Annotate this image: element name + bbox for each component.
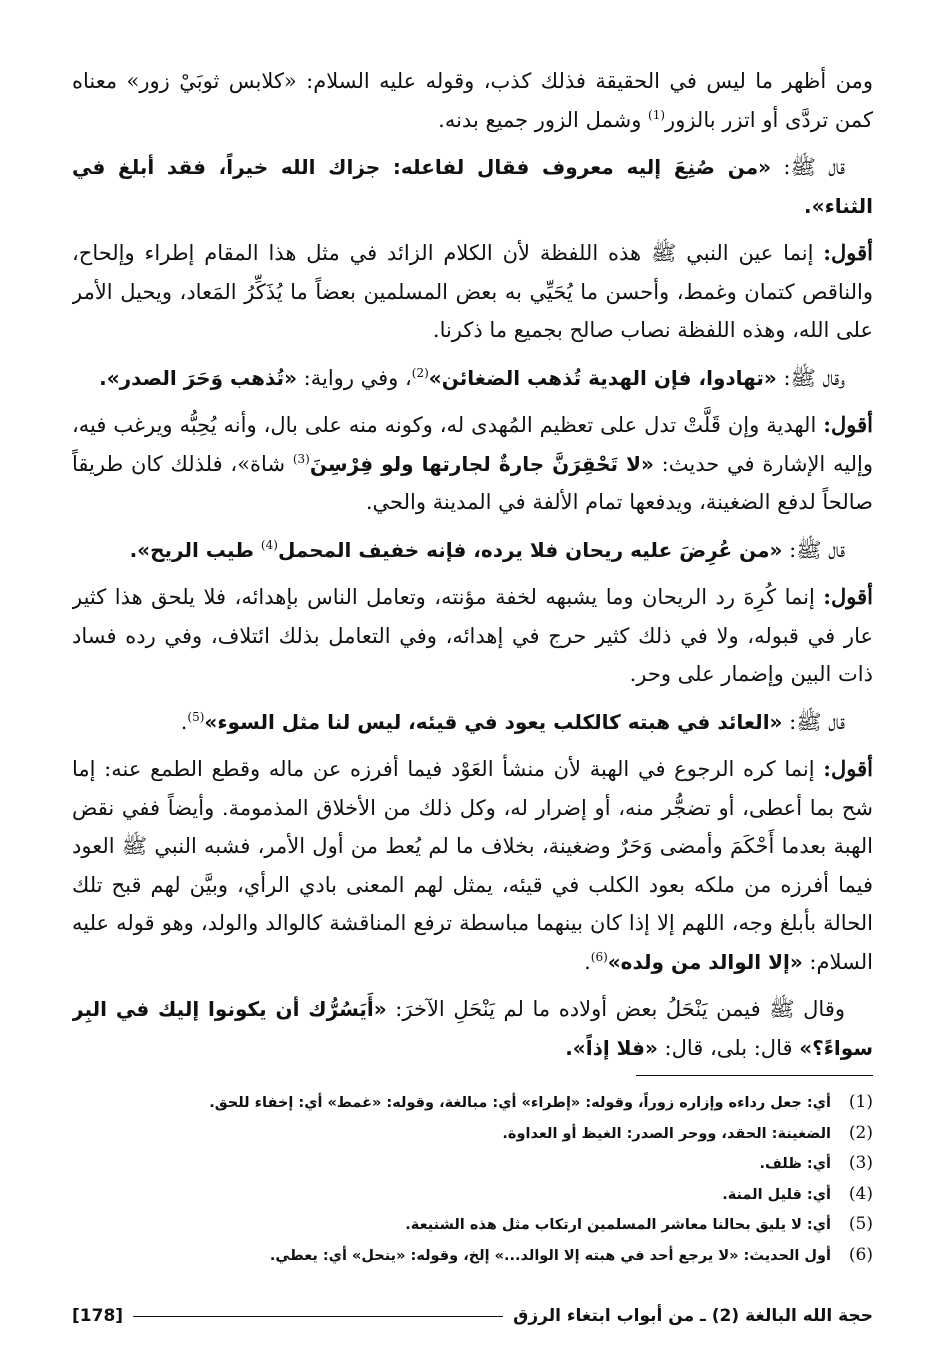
commentary-paragraph	[72, 406, 873, 522]
footnote-number: (2)	[848, 1122, 873, 1143]
footnote-text: أي: لا يليق بحالنا معاشر المسلمين ارتكاب مثل هذه الشنيعة.	[405, 1217, 831, 1233]
paragraph-text: وشمل الزور جميع بدنه.	[438, 107, 649, 132]
paragraph-text: إنما عين النبي ﷺ هذه اللفظة لأن الكلام الزائد في مثل هذا المقام إطراء وإلحاح، والناقص كتمان وغمط، وأحسن ما يُحَيِّي به بعض المسلمين بعضاً ما يُذَكِّرُ المَعاد، ويحيل الأمر على الله، وهذه اللفظة نصاب صالح بجميع ما ذكرنا.	[72, 241, 873, 342]
hadith-paragraph	[72, 148, 873, 225]
footnote-divider	[636, 1075, 873, 1076]
footnote-number: (6)	[848, 1244, 873, 1265]
footnote-ref: (6)	[590, 949, 608, 964]
commentary-lead: أقول:	[823, 240, 873, 265]
hadith-intro: قال ﷺ:	[782, 537, 845, 562]
commentary-paragraph	[72, 750, 873, 981]
footnote	[72, 1179, 873, 1210]
paragraph-text: إنما كُرِهَ رد الريحان وما يشبهه لخفة مؤنته، وتعامل الناس بإهدائه، فلا يلحق هذا كثير عار في قبوله، ولا في ذلك كثير حرج في إهدائه، وفي التعامل بذلك ائتلاف، وفي رده فساد ذات البين وإضمار على وحر.	[72, 585, 873, 686]
footnote	[72, 1240, 873, 1271]
footnote-number: (4)	[848, 1183, 873, 1204]
footnote-number: (1)	[848, 1092, 873, 1112]
running-head: حجة الله البالغة (2) ـ من أبواب ابتغاء الرزق	[513, 1306, 873, 1326]
paragraph-text: شاة»، فلذلك كان طريقاً صالحاً لدفع الضغينة، ويدفعها تمام الألفة في المدينة والحي.	[72, 451, 873, 514]
hadith-text: «العائد في هبته كالكلب يعود في قيئه، ليس لنا مثل السوء»	[204, 709, 783, 734]
paragraph-text: وقال ﷺ فيمن يَنْحَلُ بعض أولاده ما لم يَنْحَلِ الآخرَ:	[386, 997, 845, 1021]
commentary-paragraph	[72, 578, 873, 694]
footnote-ref: (2)	[411, 365, 429, 380]
footnote	[72, 1118, 873, 1149]
footnotes	[72, 1087, 873, 1270]
hadith-intro: قال ﷺ:	[782, 709, 845, 734]
footnote-text: أي: قليل المنة.	[722, 1186, 831, 1203]
paragraph-text: .	[584, 949, 591, 974]
hadith-paragraph	[72, 990, 873, 1067]
commentary-paragraph	[72, 234, 873, 350]
footnote-text: أي: جعل رداءه وإزاره زوراً، وقوله: «إطراء» أي: مبالغة، وقوله: «غمط» أي: إخفاء للحق.	[209, 1095, 831, 1111]
footer-divider	[133, 1316, 503, 1317]
paragraph-text: قال: بلى، قال:	[657, 1035, 800, 1060]
hadith-paragraph	[72, 359, 873, 398]
hadith-text: «من عُرِضَ عليه ريحان فلا يرده، فإنه خفيف المحمل	[277, 537, 783, 562]
footnote-ref: (5)	[187, 709, 205, 724]
footnote	[72, 1148, 873, 1179]
hadith-text: طيب الريح».	[129, 537, 261, 562]
paragraph	[72, 62, 873, 139]
hadith-text: «فلا إذاً».	[565, 1035, 658, 1060]
paragraph-text: الهدية وإن قَلَّتْ تدل على تعظيم المُهدى له، وكونه منه على بال، وأنه يُحِبُّه ويرغب فيه، وإليه الإشارة في حديث:	[72, 413, 873, 476]
footnote	[72, 1209, 873, 1240]
hadith-text: «أَيَسُرُّك أن يكونوا إليك في البِر سواءً؟»	[72, 997, 873, 1060]
hadith-text: «لا تَحْقِرَنَّ جارةٌ لجارتها ولو فِرْسِنَ	[309, 451, 654, 476]
hadith-paragraph	[72, 531, 873, 570]
footnote-text: أول الحديث: «لا يرجع أحد في هبته إلا الوالد...» إلخ، وقوله: «ينحل» أي: يعطي.	[269, 1247, 831, 1264]
main-text	[72, 62, 873, 1067]
hadith-text: «إلا الوالد من ولده»	[607, 949, 803, 974]
commentary-lead: أقول:	[823, 412, 873, 437]
hadith-text: «تهادوا، فإن الهدية تُذهب الضغائن»	[428, 365, 777, 390]
footnote-number: (5)	[848, 1214, 873, 1234]
footnote-ref: (4)	[260, 537, 278, 552]
page-footer	[72, 1302, 873, 1330]
footnote-text: أي: ظلف.	[759, 1156, 831, 1172]
paragraph-text: إنما كره الرجوع في الهبة لأن منشأ العَوْد فيما أفرزه عن ماله وقطع الطمع عنه: إما شح بما أعطى، أو تضجُّر منه، أو إضرار له، وكل ذلك من الأخلاق المذمومة. وأيضاً ففي نقض الهبة بعدما أَحْكَمَ وأمضى وَحَرٌ وضغينة، بخلاف ما لم يُعط من أول الأمر، فشبه النبي ﷺ العود فيما أفرزه من ملكه بعود الكلب في قيئه، يمثل لهم المعنى بادي الرأي، وبيَّن لهم قبح تلك الحالة بأبلغ وجه، اللهم إلا إذا كان بينهما مباسطة ترفع المناقشة كالوالد والولد، وهو قوله عليه السلام:	[72, 757, 873, 974]
hadith-text: «من صُنِعَ إليه معروف فقال لفاعله: جزاك الله خيراً، فقد أبلغ في الثناء».	[72, 155, 873, 218]
paragraph-text: ، وفي رواية:	[296, 365, 412, 390]
footnote-number: (3)	[848, 1153, 873, 1173]
commentary-lead: أقول:	[823, 584, 873, 609]
paragraph-text: ومن أظهر ما ليس في الحقيقة فذلك كذب، وقوله عليه السلام: «كلابس ثوبَيْ زور» معناه كمن تردَّى أو اتزر بالزور	[72, 69, 873, 132]
hadith-intro: قال ﷺ:	[771, 155, 846, 179]
paragraph-text: .	[180, 709, 188, 734]
commentary-lead: أقول:	[823, 756, 873, 781]
hadith-text: «تُذهب وَحَرَ الصدر».	[99, 365, 297, 390]
hadith-intro: وقال ﷺ:	[776, 365, 845, 390]
footnote-ref: (1)	[648, 107, 666, 122]
footnote-ref: (3)	[292, 451, 310, 466]
footnote	[72, 1087, 873, 1118]
page-number: [178]	[72, 1306, 124, 1326]
hadith-paragraph	[72, 703, 873, 742]
footnote-text: الضغينة: الحقد، ووحر الصدر: الغيظ أو العداوة.	[502, 1125, 831, 1142]
